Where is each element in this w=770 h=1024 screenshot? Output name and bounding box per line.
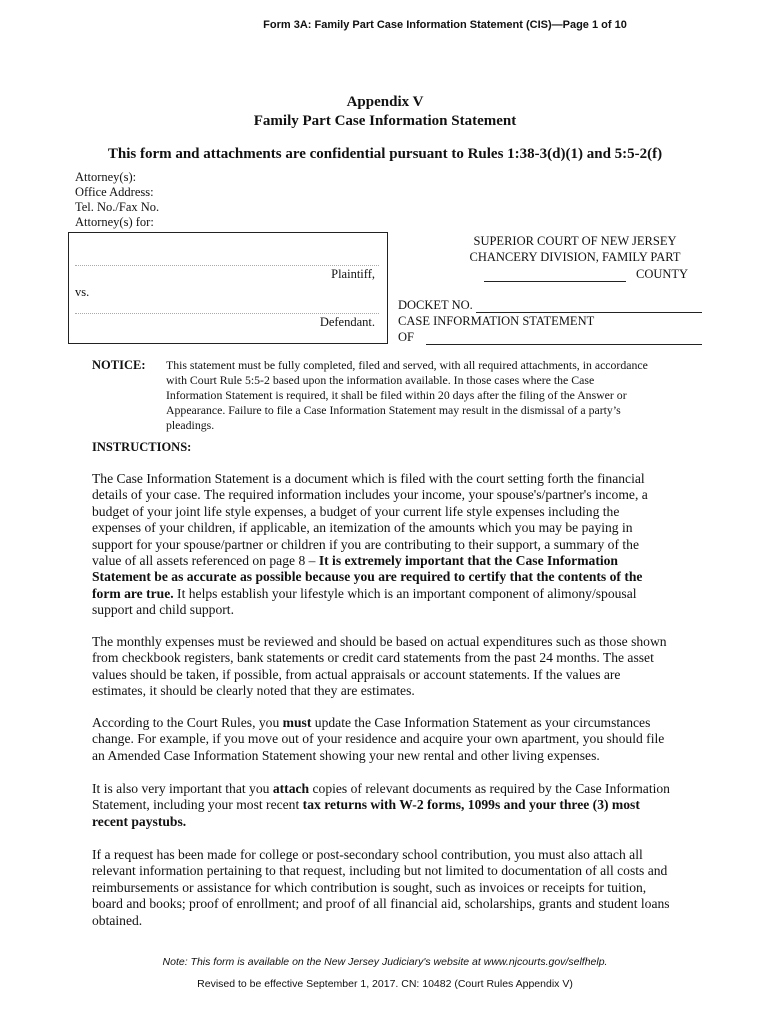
- county-field[interactable]: [484, 281, 626, 282]
- instructions-paragraph-3: [92, 715, 684, 764]
- notice-line: Appearance. Failure to file a Case Information Statement may result in the dismissal of a party’s: [166, 403, 621, 417]
- notice-text: [166, 358, 686, 433]
- text-line: expenses of your children, if applicable, an itemization of the amounts which you may be paying in: [92, 520, 633, 536]
- text-line: If a request has been made for college or post-secondary school contribution, you must also attach all: [92, 847, 643, 862]
- instructions-paragraph-1: [92, 471, 684, 619]
- plaintiff-line[interactable]: [75, 265, 379, 266]
- attorneys-label: Attorney(s):: [75, 170, 137, 184]
- text-line: details of your case. The required information includes your income, your spouse's/partner's income, a: [92, 487, 648, 503]
- text-line: support and child support.: [92, 602, 234, 618]
- instructions-paragraph-5: [92, 847, 684, 929]
- bold-text: tax returns with W-2 forms, 1099s and your three (3) most: [302, 797, 640, 813]
- form-title: Family Part Case Information Statement: [253, 113, 517, 129]
- website-note: Note: This form is available on the New Jersey Judiciary's website at www.njcourts.gov/selfhelp.: [162, 956, 608, 968]
- county-label: COUNTY: [636, 267, 689, 281]
- text-line: The Case Information Statement is a document which is filed with the court setting forth the financial: [92, 471, 645, 486]
- instructions-paragraph-4: [92, 781, 684, 830]
- text-span: Statement, including your most recent: [92, 797, 303, 813]
- of-label: OF: [398, 330, 414, 344]
- docket-field[interactable]: [476, 312, 702, 313]
- text-line: [92, 814, 684, 830]
- notice-line: pleadings.: [166, 418, 215, 432]
- vs-label: vs.: [75, 285, 90, 299]
- court-division: CHANCERY DIVISION, FAMILY PART: [469, 250, 681, 264]
- plaintiff-label: Plaintiff,: [331, 267, 375, 281]
- text-span: According to the Court Rules, you: [92, 715, 283, 730]
- text-line: change. For example, if you move out of your residence and acquire your own apartment, you should file: [92, 731, 665, 747]
- text-line: [92, 781, 684, 797]
- text-line: values should be taken, if possible, from actual appraisals or account statements. If the values are: [92, 666, 621, 682]
- text-line: estimates, it should be clearly noted that they are estimates.: [92, 683, 415, 699]
- bold-text: It is extremely important that the Case Information: [318, 553, 618, 569]
- cis-label: CASE INFORMATION STATEMENT: [398, 314, 595, 328]
- of-field[interactable]: [426, 344, 702, 345]
- confidentiality-statement: This form and attachments are confidential pursuant to Rules 1:38-3(d)(1) and 5:5-2(f): [107, 146, 663, 162]
- bold-text: recent paystubs.: [92, 813, 187, 829]
- defendant-line[interactable]: [75, 313, 379, 314]
- text-line: obtained.: [92, 912, 143, 928]
- bold-text: form are true.: [92, 585, 174, 601]
- office-address-label: Office Address:: [75, 185, 154, 199]
- tel-fax-label: Tel. No./Fax No.: [75, 200, 160, 214]
- instructions-label: INSTRUCTIONS:: [92, 440, 192, 454]
- case-caption-box: [68, 232, 388, 344]
- notice-line: Information Statement is required, it shall be filed within 20 days after the filing of the Answer or: [166, 388, 627, 402]
- text-line: support for your spouse/partner or children if you are contributing to their support, a summary of the: [92, 536, 640, 552]
- appendix-title: Appendix V: [346, 94, 424, 110]
- text-line: [92, 569, 684, 585]
- text-span: value of all assets referenced on page 8 –: [92, 553, 319, 569]
- form-header: Form 3A: Family Part Case Information Statement (CIS)—Page 1 of 10: [263, 19, 627, 31]
- text-line: [92, 553, 684, 569]
- bold-text: attach: [272, 781, 310, 796]
- text-span: update the Case Information Statement as your circumstances: [311, 715, 651, 730]
- text-line: from checkbook registers, bank statements or credit card statements from the past 24 months. The asset: [92, 650, 654, 666]
- bold-text: Statement be as accurate as possible because you are required to certify that the contents of the: [92, 569, 643, 585]
- text-span: It helps establish your lifestyle which is an important component of alimony/spousal: [173, 585, 637, 601]
- text-line: relevant information pertaining to that request, including but not limited to documentation of all costs and: [92, 863, 668, 879]
- text-line: board and books; proof of enrollment; and proof of all financial aid, scholarships, grants and student loans: [92, 896, 670, 912]
- court-name: SUPERIOR COURT OF NEW JERSEY: [473, 234, 677, 248]
- notice-line: with Court Rule 5:5-2 based upon the information available. In those cases where the Case: [166, 373, 595, 387]
- text-line: The monthly expenses must be reviewed and should be based on actual expenditures such as those shown: [92, 634, 667, 649]
- text-line: [92, 797, 684, 813]
- text-span: copies of relevant documents as required by the Case Information: [309, 781, 670, 796]
- notice-label: NOTICE:: [92, 358, 146, 372]
- docket-label: DOCKET NO.: [398, 298, 473, 312]
- defendant-label: Defendant.: [319, 315, 375, 329]
- text-line: budget of your joint life style expenses, a budget of your current life style expenses including the: [92, 503, 620, 519]
- text-span: It is also very important that you: [92, 781, 273, 796]
- revision-note: Revised to be effective September 1, 2017. CN: 10482 (Court Rules Appendix V): [197, 978, 573, 990]
- text-line: reimbursements or assistance for which contribution is sought, such as invoices or receipts for tuition,: [92, 879, 647, 895]
- notice-line: This statement must be fully completed, filed and served, with all required attachments, in accordance: [166, 358, 648, 372]
- attorneys-for-label: Attorney(s) for:: [75, 215, 154, 229]
- text-line: [92, 586, 684, 602]
- text-line: an Amended Case Information Statement showing your new rental and other living expenses.: [92, 747, 600, 763]
- instructions-paragraph-2: [92, 634, 684, 700]
- text-line: [92, 715, 684, 731]
- bold-text: must: [282, 715, 312, 730]
